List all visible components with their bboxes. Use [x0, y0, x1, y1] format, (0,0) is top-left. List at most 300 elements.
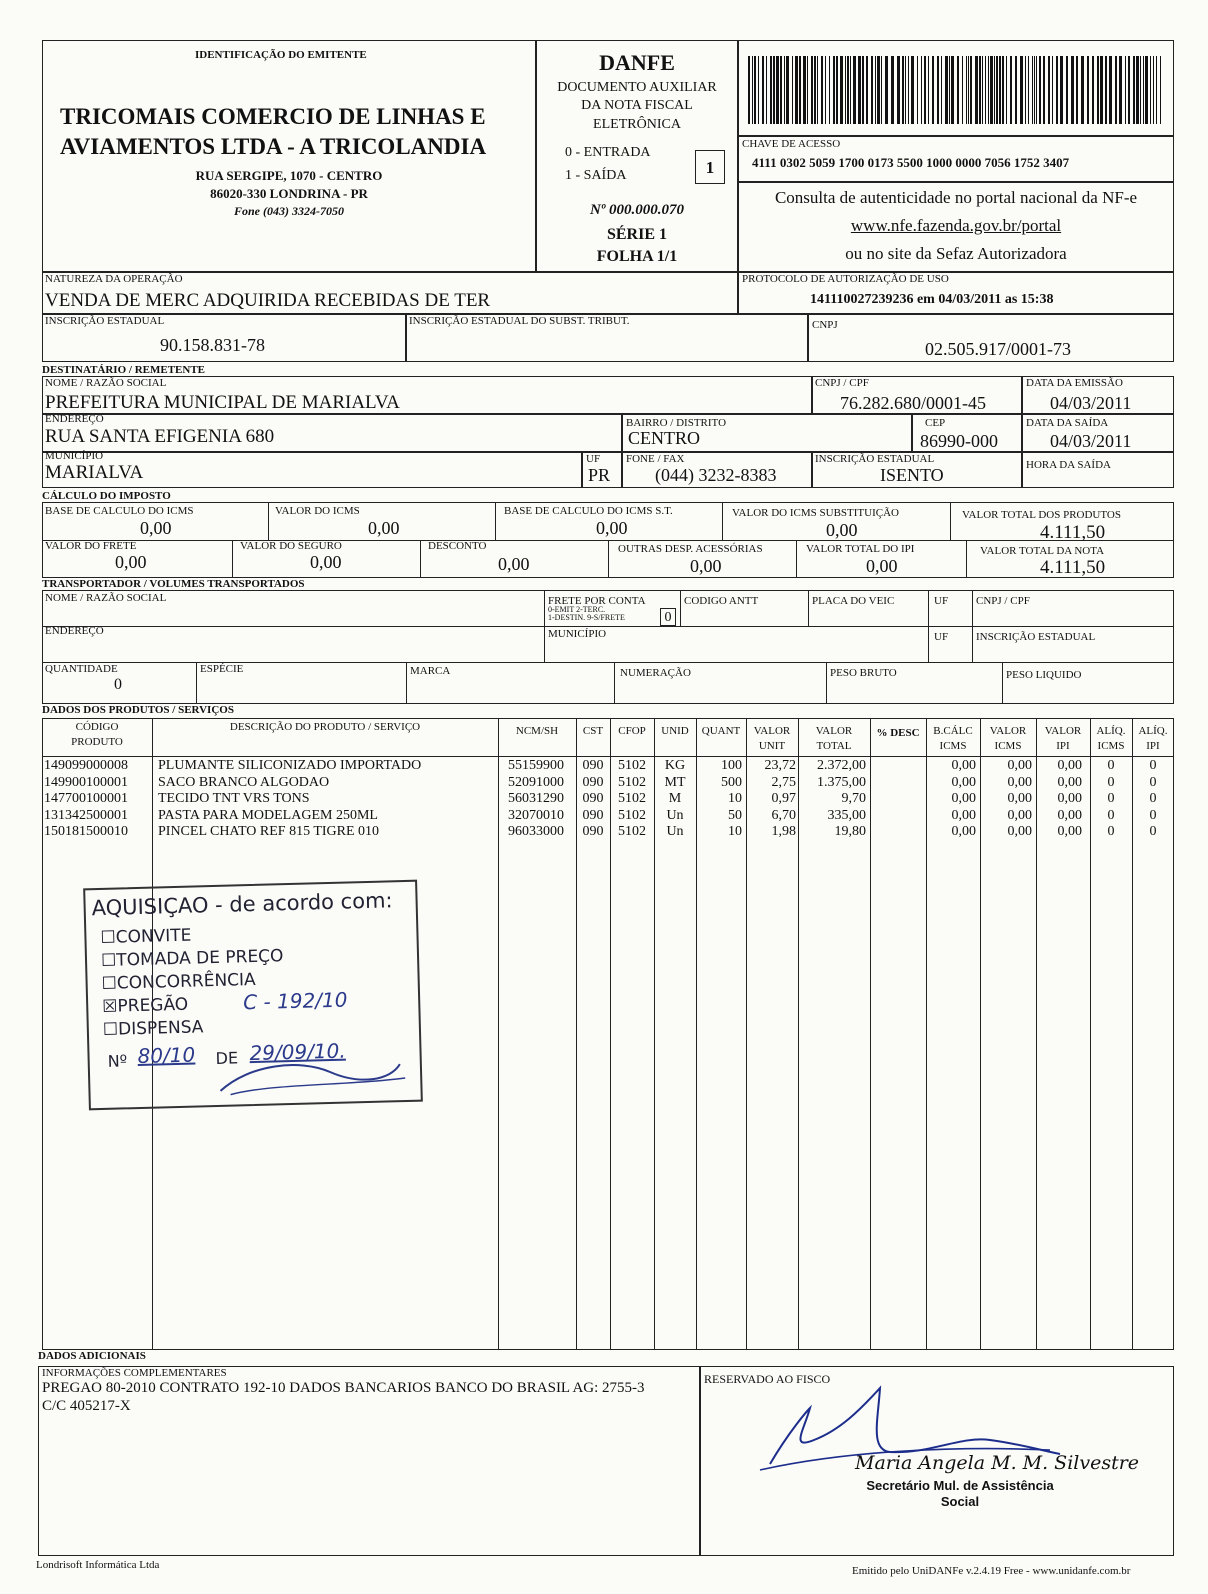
barcode-bar [1032, 56, 1033, 124]
transp-municipio-label: MUNICÍPIO [548, 628, 607, 640]
barcode-bar [766, 56, 767, 124]
barcode-bar [1087, 56, 1089, 124]
cell-aipi: 0 [1149, 807, 1157, 823]
hdr-cfop: CFOP [618, 725, 646, 737]
cell-vicms: 0,00 [1007, 774, 1032, 790]
barcode-bar [979, 56, 981, 124]
barcode-bar [829, 56, 830, 124]
stamp-num-prefix: Nº [107, 1051, 128, 1071]
danfe-tipo: 1 [705, 158, 715, 177]
cell-cfop: 5102 [618, 807, 646, 823]
imposto-sep [796, 540, 797, 578]
transp-uf-label: UF [934, 595, 949, 607]
dest-ie-label: INSCRIÇÃO ESTADUAL [815, 453, 935, 465]
barcode-bar [817, 56, 818, 124]
cell-bcalc: 0,00 [951, 791, 976, 806]
transp-frete-opt2: 1-DESTIN. 9-S/FRETE [548, 613, 625, 622]
cell-aicms: 0 [1107, 758, 1115, 773]
barcode-bar [1036, 56, 1037, 124]
barcode-bar [836, 56, 838, 124]
stamp-opt1: ☐CONVITE [100, 925, 192, 948]
barcode-bar [957, 56, 959, 124]
barcode-bar [1136, 56, 1139, 124]
cell-vunit: 6,70 [771, 807, 796, 823]
barcode-bar [945, 56, 948, 124]
transp-antt-label: CODIGO ANTT [684, 595, 759, 607]
hdr-vicms [980, 726, 1036, 752]
desconto: 0,00 [498, 554, 530, 574]
valor-st-label: VALOR DO ICMS SUBSTITUIÇÃO [732, 507, 899, 519]
hdr-vtotal-1: VALOR [815, 725, 853, 737]
stamp-opt5-label: DISPENSA [117, 1017, 204, 1040]
cell-vunit: 23,72 [764, 758, 796, 773]
imposto-sep [722, 502, 723, 540]
barcode-bar [994, 56, 995, 124]
barcode-bar [752, 56, 753, 124]
hdr-cst: CST [582, 725, 604, 737]
cell-vicms: 0,00 [1007, 807, 1032, 823]
dest-fone: (044) 3232-8383 [655, 465, 777, 485]
barcode-bar [881, 56, 882, 124]
barcode-bar [1125, 56, 1126, 124]
desconto-label: DESCONTO [428, 540, 487, 552]
hdr-codigo-1: CÓDIGO [75, 721, 119, 733]
dest-endereco: RUA SANTA EFIGENIA 680 [45, 426, 275, 447]
stamp-opt5: ☐DISPENSA [102, 1017, 204, 1040]
barcode-bar [814, 56, 816, 124]
hdr-ncm: NCM/SH [515, 725, 559, 737]
barcode-bar [968, 56, 969, 124]
transp-sep [1002, 662, 1003, 704]
barcode-bar [1020, 56, 1023, 124]
valor-icms: 0,00 [368, 518, 400, 538]
transp-frete-label: FRETE POR CONTA [548, 595, 646, 607]
hdr-bcalc-2: ICMS [939, 740, 967, 752]
cell-cfop: 5102 [618, 824, 646, 839]
hdr-codigo [42, 722, 152, 748]
danfe-tipo-box [695, 150, 725, 184]
cell-descricao: PINCEL CHATO REF 815 TIGRE 010 [158, 824, 380, 839]
cell-quant: 100 [721, 758, 742, 773]
ipi: 0,00 [866, 556, 898, 576]
hdr-bcalc [926, 726, 980, 752]
cell-aicms: 0 [1107, 824, 1115, 839]
barcode-bar [905, 56, 906, 124]
barcode-bar [799, 56, 801, 124]
barcode-bar [982, 56, 983, 124]
transp-peso-bruto-label: PESO BRUTO [830, 667, 897, 679]
barcode-bar [897, 56, 900, 124]
stamp-opt3: ☐CONCORRÊNCIA [101, 969, 256, 994]
cell-quant: 500 [721, 774, 742, 790]
transp-sep [614, 662, 615, 704]
cell-vipi: 0,00 [1057, 791, 1082, 806]
transp-divider [42, 626, 1174, 627]
transp-frete-box [660, 608, 676, 626]
transp-sep [680, 590, 681, 626]
barcode-bar [891, 56, 894, 124]
danfe-saida: 1 - SAÍDA [565, 168, 627, 183]
barcode-bar [928, 56, 929, 124]
barcode-bar [786, 56, 789, 124]
cell-unid: Un [666, 824, 684, 839]
cnpj-label: CNPJ [812, 319, 838, 331]
transp-qtd: 0 [114, 676, 122, 693]
dest-cep-label: CEP [925, 417, 946, 429]
cell-codigo: 149900100001 [44, 774, 128, 790]
cell-vunit: 1,98 [771, 824, 796, 839]
hdr-vunit-1: VALOR [753, 725, 791, 737]
cell-unid: M [668, 791, 682, 806]
produtos-header-divider [42, 756, 1174, 757]
stamp-title: AQUISIÇAO - de acordo com: [91, 888, 393, 921]
frete-label: VALOR DO FRETE [45, 540, 137, 552]
cell-vipi: 0,00 [1057, 824, 1082, 839]
signature-name: Maria Angela M. M. Silvestre [855, 1452, 1140, 1474]
barcode-bar [932, 56, 934, 124]
imposto-sep [232, 540, 233, 578]
hdr-vunit-2: UNIT [758, 740, 786, 752]
hdr-aipi-2: IPI [1146, 740, 1160, 752]
signature-role-1: Secretário Mul. de Assistência [866, 1478, 1054, 1493]
barcode-bar [985, 56, 986, 124]
barcode-bar [1076, 56, 1078, 124]
cell-cst: 090 [582, 824, 604, 839]
barcode-bar [1140, 56, 1141, 124]
aquisicao-stamp [83, 880, 423, 1111]
barcode-bar [1153, 56, 1154, 124]
barcode-bar [1010, 56, 1012, 124]
cell-descricao: SACO BRANCO ALGODAO [158, 774, 330, 790]
barcode-bar [1006, 56, 1007, 124]
info-label: INFORMAÇÕES COMPLEMENTARES [42, 1367, 227, 1379]
hdr-aipi-1: ALÍQ. [1138, 725, 1168, 737]
footer-right: Emitido pelo UniDANFe v.2.4.19 Free - www.unidanfe.com.br [852, 1565, 1131, 1577]
dest-hora-label: HORA DA SAÍDA [1026, 459, 1111, 471]
hdr-bcalc-1: B.CÁLC [933, 725, 973, 737]
cell-codigo: 147700100001 [44, 791, 128, 806]
cell-ncm: 56031290 [508, 791, 564, 806]
transp-sep [972, 590, 973, 662]
transp-frete-value: 0 [664, 610, 672, 625]
protocolo-label: PROTOCOLO DE AUTORIZAÇÃO DE USO [742, 273, 949, 285]
barcode-bar [941, 56, 942, 124]
base-icms: 0,00 [140, 518, 172, 538]
barcode-bar [988, 56, 989, 124]
cell-vunit: 2,75 [771, 774, 796, 790]
barcode-bar [1119, 56, 1122, 124]
barcode-bar [917, 56, 918, 124]
danfe-serie: SÉRIE 1 [606, 226, 668, 243]
dest-municipio: MARIALVA [45, 462, 144, 483]
fisco-label: RESERVADO AO FISCO [704, 1372, 831, 1386]
barcode-bar [850, 56, 851, 124]
cell-aipi: 0 [1149, 774, 1157, 790]
natureza-label: NATUREZA DA OPERAÇÃO [45, 273, 183, 285]
hdr-aipi [1132, 726, 1174, 752]
barcode-bar [885, 56, 888, 124]
cell-vtotal: 2.372,00 [817, 758, 866, 773]
cell-vtotal: 9,70 [841, 791, 866, 806]
cell-quant: 10 [728, 791, 742, 806]
danfe-title: DANFE [599, 50, 675, 75]
dest-fone-label: FONE / FAX [626, 453, 685, 465]
barcode-bar [966, 56, 967, 124]
stamp-date-hand: 29/09/10. [249, 1038, 346, 1066]
frete: 0,00 [115, 552, 147, 572]
dest-cep: 86990-000 [920, 431, 998, 451]
dest-endereco-label: ENDEREÇO [45, 413, 104, 425]
barcode-bar [970, 56, 972, 124]
cell-cst: 090 [582, 758, 604, 773]
transp-qtd-label: QUANTIDADE [45, 663, 118, 675]
seguro: 0,00 [310, 552, 342, 572]
barcode-bar [1002, 56, 1004, 124]
dest-saida: 04/03/2011 [1050, 431, 1132, 451]
cell-aicms: 0 [1107, 774, 1115, 790]
barcode-bar [1092, 56, 1094, 124]
barcode-bar [1143, 56, 1144, 124]
hdr-vtotal-2: TOTAL [816, 740, 852, 752]
cell-vtotal: 19,80 [834, 824, 866, 839]
cell-descricao: PLUMANTE SILICONIZADO IMPORTADO [158, 758, 422, 773]
transp-sep [808, 590, 809, 626]
barcode-bar [866, 56, 868, 124]
barcode-bar [902, 56, 904, 124]
total-prod: 4.111,50 [1040, 522, 1106, 543]
dest-bairro: CENTRO [628, 428, 700, 448]
barcode-bar [1039, 56, 1041, 124]
cell-cfop: 5102 [618, 758, 646, 773]
barcode-bar [795, 56, 798, 124]
barcode-bar [792, 56, 793, 124]
barcode-bar [1048, 56, 1050, 124]
dest-bairro-label: BAIRRO / DISTRITO [626, 417, 727, 429]
dest-ie: ISENTO [880, 465, 944, 485]
stamp-num-hand: 80/10 [137, 1042, 196, 1069]
cell-ncm: 52091000 [508, 774, 564, 790]
barcode-bar [862, 56, 864, 124]
transp-peso-liquido-label: PESO LIQUIDO [1006, 669, 1082, 681]
barcode-bar [780, 56, 782, 124]
total-nota-label: VALOR TOTAL DA NOTA [980, 545, 1105, 557]
barcode-bar [853, 56, 856, 124]
hdr-desc: % DESC [876, 727, 920, 739]
stamp-opt2: ☐TOMADA DE PREÇO [100, 946, 284, 971]
base-st: 0,00 [596, 518, 628, 538]
hdr-aicms [1090, 726, 1132, 752]
barcode-bar [951, 56, 954, 124]
barcode-bar [1145, 56, 1148, 124]
consulta-portal-link[interactable]: www.nfe.fazenda.gov.br/portal [850, 216, 1062, 235]
transp-placa-label: PLACA DO VEIC [812, 595, 895, 607]
cell-ncm: 96033000 [508, 824, 564, 839]
barcode-bar [754, 56, 756, 124]
cell-vipi: 0,00 [1057, 807, 1082, 823]
transp-sep [826, 662, 827, 704]
hdr-unid: UNID [661, 725, 689, 737]
dest-emissao: 04/03/2011 [1050, 393, 1132, 413]
stamp-scribble [210, 1050, 411, 1099]
emitente-phone: Fone (043) 3324-7050 [234, 204, 344, 218]
hdr-vipi-2: IPI [1056, 740, 1070, 752]
barcode-bar [833, 56, 835, 124]
barcode-bar [1105, 56, 1107, 124]
danfe-sub1: DOCUMENTO AUXILIAR [557, 80, 717, 95]
cell-bcalc: 0,00 [951, 774, 976, 790]
barcode-bar [1156, 56, 1157, 124]
stamp-opt4-label: PREGÃO [117, 994, 189, 1017]
cell-descricao: TECIDO TNT VRS TONS [158, 791, 310, 806]
emitente-address-1: RUA SERGIPE, 1070 - CENTRO [195, 168, 383, 183]
dest-saida-label: DATA DA SAÍDA [1026, 417, 1109, 429]
imposto-sep [420, 540, 421, 578]
barcode-bar [845, 56, 846, 124]
cell-quant: 10 [728, 824, 742, 839]
barcode-bar [949, 56, 950, 124]
cell-bcalc: 0,00 [951, 824, 976, 839]
barcode-bar [773, 56, 775, 124]
info-line1: PREGAO 80-2010 CONTRATO 192-10 DADOS BANCARIOS BANCO DO BRASIL AG: 2755-3 [42, 1380, 645, 1396]
cell-cst: 090 [582, 791, 604, 806]
cell-ncm: 32070010 [508, 807, 564, 823]
barcode-bar [807, 56, 808, 124]
cell-cst: 090 [582, 774, 604, 790]
cell-bcalc: 0,00 [951, 758, 976, 773]
cnpj-value: 02.505.917/0001-73 [925, 339, 1071, 359]
cell-codigo: 150181500010 [44, 824, 128, 839]
dest-uf-label: UF [586, 453, 601, 465]
transp-box [42, 590, 1174, 704]
emitente-address-2: 86020-330 LONDRINA - PR [210, 186, 368, 201]
barcode-bar [1025, 56, 1026, 124]
cell-unid: KG [664, 758, 686, 773]
dest-cnpj-label: CNPJ / CPF [815, 377, 869, 389]
transp-sep [544, 590, 545, 662]
cell-vtotal: 335,00 [827, 807, 866, 823]
destinatario-section: DESTINATÁRIO / REMETENTE [42, 364, 205, 376]
barcode-bar [821, 56, 823, 124]
barcode-bar [1066, 56, 1068, 124]
cell-vipi: 0,00 [1057, 758, 1082, 773]
cell-aipi: 0 [1149, 791, 1157, 806]
transp-especie-label: ESPÉCIE [200, 663, 244, 675]
hdr-codigo-2: PRODUTO [71, 736, 123, 748]
barcode-bar [1109, 56, 1112, 124]
ipi-label: VALOR TOTAL DO IPI [806, 543, 915, 555]
cell-vicms: 0,00 [1007, 758, 1032, 773]
barcode-bar [1060, 56, 1063, 124]
danfe-sub3: ELETRÔNICA [593, 117, 681, 132]
protocolo-value: 141110027239236 em 04/03/2011 as 15:38 [810, 292, 1054, 307]
dest-nome-label: NOME / RAZÃO SOCIAL [45, 377, 167, 389]
seguro-label: VALOR DO SEGURO [240, 540, 342, 552]
cell-vipi: 0,00 [1057, 774, 1082, 790]
hdr-vicms-2: ICMS [994, 740, 1022, 752]
signature-role-2: Social [940, 1494, 980, 1509]
cell-ncm: 55159900 [508, 758, 564, 773]
hdr-quant: QUANT [701, 725, 741, 737]
barcode-bar [784, 56, 785, 124]
danfe-entrada: 0 - ENTRADA [565, 145, 651, 160]
barcode-bar [1071, 56, 1074, 124]
barcode-icon [748, 56, 1164, 124]
barcode-bar [1100, 56, 1103, 124]
transp-ie-label: INSCRIÇÃO ESTADUAL [976, 631, 1096, 643]
outras-label: OUTRAS DESP. ACESSÓRIAS [618, 543, 763, 555]
imposto-sep [268, 502, 269, 540]
barcode-bar [871, 56, 873, 124]
barcode-bar [1034, 56, 1035, 124]
danfe-numero: Nº 000.000.070 [589, 202, 685, 218]
ie-st-label: INSCRIÇÃO ESTADUAL DO SUBST. TRIBUT. [409, 315, 630, 327]
cell-vicms: 0,00 [1007, 791, 1032, 806]
cell-aipi: 0 [1149, 824, 1157, 839]
base-icms-label: BASE DE CALCULO DO ICMS [45, 505, 194, 517]
cell-aicms: 0 [1107, 807, 1115, 823]
danfe-folha: FOLHA 1/1 [596, 248, 678, 265]
barcode-bar [748, 56, 750, 124]
transp-sep [196, 662, 197, 704]
barcode-bar [1133, 56, 1135, 124]
barcode-bar [858, 56, 861, 124]
barcode-bar [1028, 56, 1029, 124]
total-prod-label: VALOR TOTAL DOS PRODUTOS [962, 509, 1121, 521]
cell-cst: 090 [582, 807, 604, 823]
transp-sep [406, 662, 407, 704]
imposto-section: CÁLCULO DO IMPOSTO [42, 490, 171, 502]
dest-municipio-label: MUNICÍPIO [45, 450, 104, 462]
chave-value: 4111 0302 5059 1700 0173 5500 1000 0000 7056 1752 3407 [752, 155, 1070, 170]
barcode-bar [1015, 56, 1017, 124]
transp-uf2-label: UF [934, 631, 949, 643]
ie-value: 90.158.831-78 [160, 335, 265, 355]
dest-cnpj: 76.282.680/0001-45 [840, 393, 986, 413]
cell-codigo: 131342500001 [44, 807, 128, 823]
hdr-descricao: DESCRIÇÃO DO PRODUTO / SERVIÇO [229, 721, 421, 733]
transp-marca-label: MARCA [410, 665, 451, 677]
transp-nome-label: NOME / RAZÃO SOCIAL [45, 592, 167, 604]
cell-bcalc: 0,00 [951, 807, 976, 823]
cell-aicms: 0 [1107, 791, 1115, 806]
produtos-section: DADOS DOS PRODUTOS / SERVIÇOS [42, 704, 234, 716]
cell-aipi: 0 [1149, 758, 1157, 773]
info-line2: C/C 405217-X [42, 1398, 131, 1414]
consulta-line2: ou no site da Sefaz Autorizadora [845, 244, 1067, 263]
barcode-bar [1056, 56, 1058, 124]
barcode-bar [1043, 56, 1045, 124]
barcode-bar [762, 56, 764, 124]
cell-descricao: PASTA PARA MODELAGEM 250ML [158, 807, 378, 823]
cell-unid: MT [664, 774, 686, 790]
barcode-bar [758, 56, 759, 124]
barcode-bar [770, 56, 772, 124]
cell-cfop: 5102 [618, 774, 646, 790]
emitente-section-label: IDENTIFICAÇÃO DO EMITENTE [195, 49, 367, 61]
emitente-name-2: AVIAMENTOS LTDA - A TRICOLANDIA [60, 134, 487, 159]
hdr-aicms-1: ALÍQ. [1096, 725, 1126, 737]
barcode-bar [877, 56, 880, 124]
emitente-name-1: TRICOMAIS COMERCIO DE LINHAS E [60, 104, 486, 129]
hdr-vipi-1: VALOR [1044, 725, 1082, 737]
barcode-bar [1150, 56, 1151, 124]
barcode-bar [937, 56, 939, 124]
hdr-aicms-2: ICMS [1097, 740, 1125, 752]
dest-nome: PREFEITURA MUNICIPAL DE MARIALVA [45, 392, 400, 413]
transportador-section: TRANSPORTADOR / VOLUMES TRANSPORTADOS [42, 578, 305, 590]
transp-endereco-label: ENDEREÇO [45, 625, 104, 637]
dest-emissao-label: DATA DA EMISSÃO [1026, 377, 1123, 389]
